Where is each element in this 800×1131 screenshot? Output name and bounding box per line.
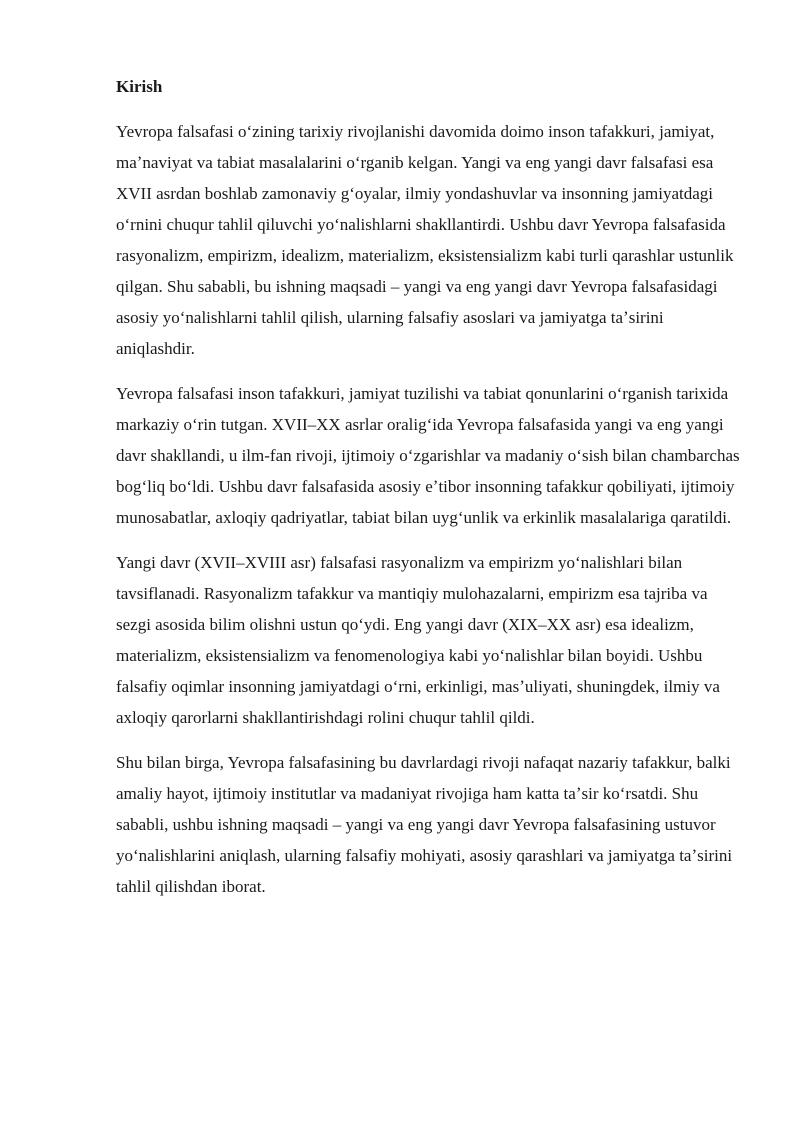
document-page: [116, 72, 746, 916]
paragraph-2: Yevropa falsafasi inson tafakkuri, jamiyat tuzilishi va tabiat qonunlarini oʻrganish tarixida markaziy oʻrin tutgan. XVII–XX asrlar oraligʻida Yevropa falsafasida yangi va eng yangi davr shakllandi, u ilm-fan rivoji, ijtimoiy oʻzgarishlar va madaniy oʻsish bilan chambarchas bogʻliq boʻldi. Ushbu davr falsafasida asosiy eʼtibor insonning tafakkur qobiliyati, ijtimoiy munosabatlar, axloqiy qadriyatlar, tabiat bilan uygʻunlik va erkinlik masalalariga qaratildi.: [116, 384, 740, 527]
paragraph-1: Yevropa falsafasi oʻzining tarixiy rivojlanishi davomida doimo inson tafakkuri, jamiyat, maʼnaviyat va tabiat masalalarini oʻrganib kelgan. Yangi va eng yangi davr falsafasi esa XVII asrdan boshlab zamonaviy gʻoyalar, ilmiy yondashuvlar va insonning jamiyatdagi oʻrnini chuqur tahlil qiluvchi yoʻnalishlarni shakllantirdi. Ushbu davr Yevropa falsafasida rasyonalizm, empirizm, idealizm, materializm, eksistensializm kabi turli qarashlar ustunlik qilgan. Shu sababli, bu ishning maqsadi – yangi va eng yangi davr Yevropa falsafasidagi asosiy yoʻnalishlarni tahlil qilish, ularning falsafiy asoslari va jamiyatga taʼsirini aniqlashdir.: [116, 122, 734, 358]
section-heading: Kirish: [116, 77, 163, 96]
paragraph-4: Shu bilan birga, Yevropa falsafasining bu davrlardagi rivoji nafaqat nazariy tafakkur, balki amaliy hayot, ijtimoiy institutlar va madaniyat rivojiga ham katta taʼsir koʻrsatdi. Shu sababli, ushbu ishning maqsadi – yangi va eng yangi davr Yevropa falsafasining ustuvor yoʻnalishlarini aniqlash, ularning falsafiy mohiyati, asosiy qarashlari va jamiyatga taʼsirini tahlil qilishdan iborat.: [116, 753, 733, 896]
paragraph-3: Yangi davr (XVII–XVIII asr) falsafasi rasyonalizm va empirizm yoʻnalishlari bilan tavsiflanadi. Rasyonalizm tafakkur va mantiqiy mulohazalarni, empirizm esa tajriba va sezgi asosida bilim olishni ustun qoʻydi. Eng yangi davr (XIX–XX asr) esa idealizm, materializm, eksistensializm va fenomenologiya kabi yoʻnalishlar bilan boyidi. Ushbu falsafiy oqimlar insonning jamiyatdagi oʻrni, erkinligi, masʼuliyati, shuningdek, ilmiy va axloqiy qarorlarni shakllantirishdagi rolini chuqur tahlil qildi.: [116, 553, 720, 727]
